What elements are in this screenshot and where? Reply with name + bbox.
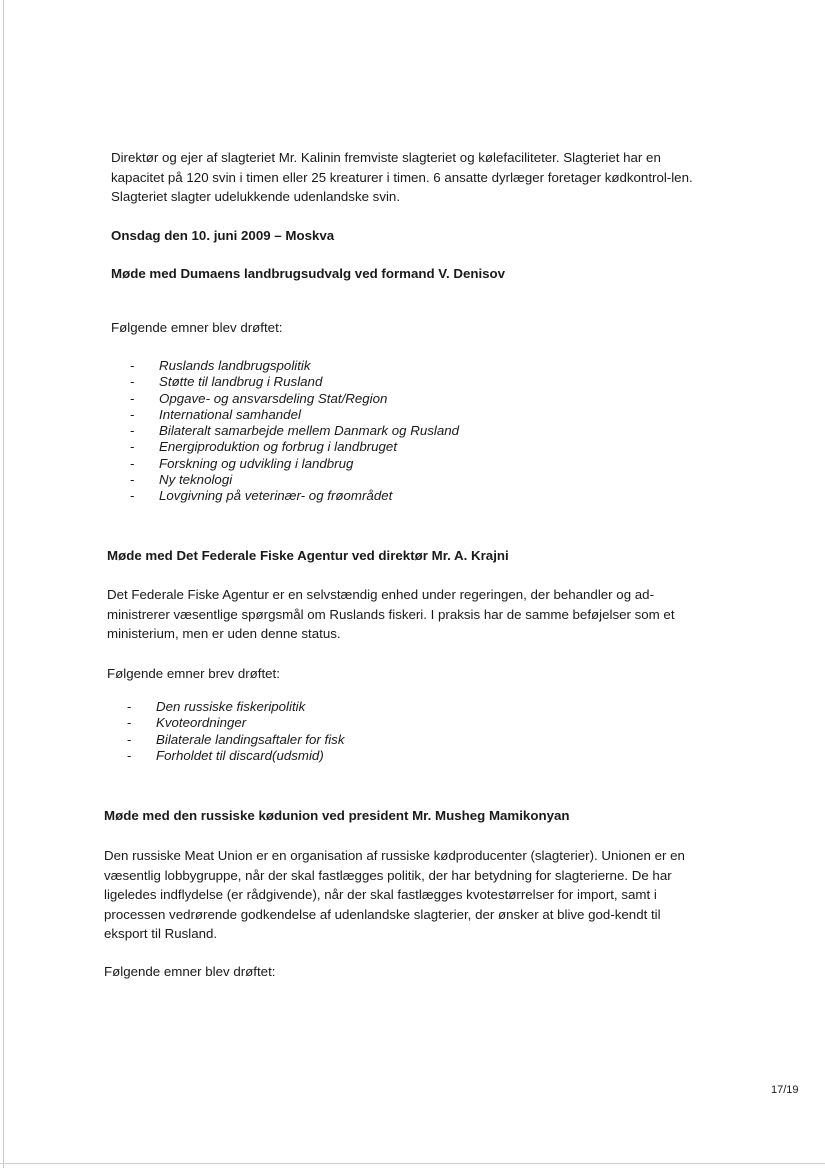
list-item <box>130 439 459 455</box>
list-item-text: Ny teknologi <box>159 472 233 488</box>
list-item <box>130 407 459 423</box>
bullet-dash: - <box>130 439 135 455</box>
heading-duma-meeting: Møde med Dumaens landbrugsudvalg ved formand V. Denisov <box>111 266 506 281</box>
list-item <box>127 748 344 764</box>
list-item-text: Bilateralt samarbejde mellem Danmark og Rusland <box>159 423 460 439</box>
list-item-text: Energiproduktion og forbrug i landbruget <box>159 439 398 455</box>
list-item <box>127 699 344 715</box>
list-item-text: Den russiske fiskeripolitik <box>156 699 306 714</box>
heading-meat-union-meeting: Møde med den russiske kødunion ved president Mr. Musheg Mamikonyan <box>104 808 570 823</box>
list-item-text: Ruslands landbrugspolitik <box>159 358 311 373</box>
intro-meat-union-topics: Følgende emner blev drøftet: <box>104 964 276 979</box>
bullet-dash: - <box>127 699 132 714</box>
bullet-dash: - <box>130 390 135 406</box>
paragraph-meat-union: Den russiske Meat Union er en organisation af russiske kødproducenter (slagterier). Unionen er en væsentlig lobbygruppe, når der skal fastlægges politik, der har betydning for slagterierne. De har ligeledes indflydelse (er rådgivende), når der skal fastlægges kvotestørrelser for import, samt i processen vedrørende godkendelse af udenlandske slagterier, der ønsker at blive god-kendt til eksport til Rusland. <box>104 848 685 941</box>
paragraph-fisheries-agency: Det Federale Fiske Agentur er en selvstændig enhed under regeringen, der behandler og ad-ministrerer væsentlige spørgsmål om Ruslands fiskeri. I praksis har de samme beføjelser som et ministerium, men er uden denne status. <box>107 587 675 641</box>
list-fisheries-topics <box>127 699 344 764</box>
list-item-text: Bilaterale landingsaftaler for fisk <box>156 731 345 747</box>
paragraph-slaughterhouse: Direktør og ejer af slagteriet Mr. Kalinin fremviste slagteriet og kølefaciliteter. Slagteriet har en kapacitet på 120 svin i timen eller 25 kreaturer i timen. 6 ansatte dyrlæger foretager kødkontrol-len. Slagteriet slagter udelukkende udenlandske svin. <box>111 150 693 204</box>
bullet-dash: - <box>130 472 135 488</box>
list-item-text: Forskning og udvikling i landbrug <box>159 455 354 471</box>
intro-duma-topics: Følgende emner blev drøftet: <box>111 320 283 335</box>
bullet-dash: - <box>130 406 135 422</box>
bullet-dash: - <box>130 455 135 471</box>
list-item <box>130 456 459 472</box>
list-item-text: Opgave- og ansvarsdeling Stat/Region <box>159 390 388 406</box>
list-item <box>130 472 459 488</box>
list-item-text: Forholdet til discard(udsmid) <box>156 747 324 763</box>
page-edge-left <box>3 0 4 1168</box>
list-item <box>127 715 344 731</box>
list-item <box>130 391 459 407</box>
intro-fisheries-topics: Følgende emner brev drøftet: <box>107 666 280 681</box>
list-item-text: Lovgivning på veterinær- og frøområdet <box>159 488 393 504</box>
bullet-dash: - <box>130 488 135 504</box>
list-item-text: Kvoteordninger <box>156 715 247 731</box>
list-duma-topics <box>130 358 459 505</box>
page-number: 17/19 <box>771 1084 799 1096</box>
heading-fisheries-meeting: Møde med Det Federale Fiske Agentur ved direktør Mr. A. Krajni <box>107 548 509 563</box>
heading-date: Onsdag den 10. juni 2009 – Moskva <box>111 228 335 243</box>
bullet-dash: - <box>127 747 132 763</box>
bullet-dash: - <box>130 423 135 439</box>
list-item-text: International samhandel <box>159 406 301 422</box>
page-edge-bottom <box>0 1163 825 1164</box>
bullet-dash: - <box>130 358 135 373</box>
list-item <box>130 374 459 390</box>
list-item <box>130 488 459 504</box>
bullet-dash: - <box>127 731 132 747</box>
list-item <box>127 732 344 748</box>
bullet-dash: - <box>130 374 135 390</box>
list-item-text: Støtte til landbrug i Rusland <box>159 374 323 390</box>
bullet-dash: - <box>127 715 132 731</box>
list-item <box>130 358 459 374</box>
list-item <box>130 423 459 439</box>
